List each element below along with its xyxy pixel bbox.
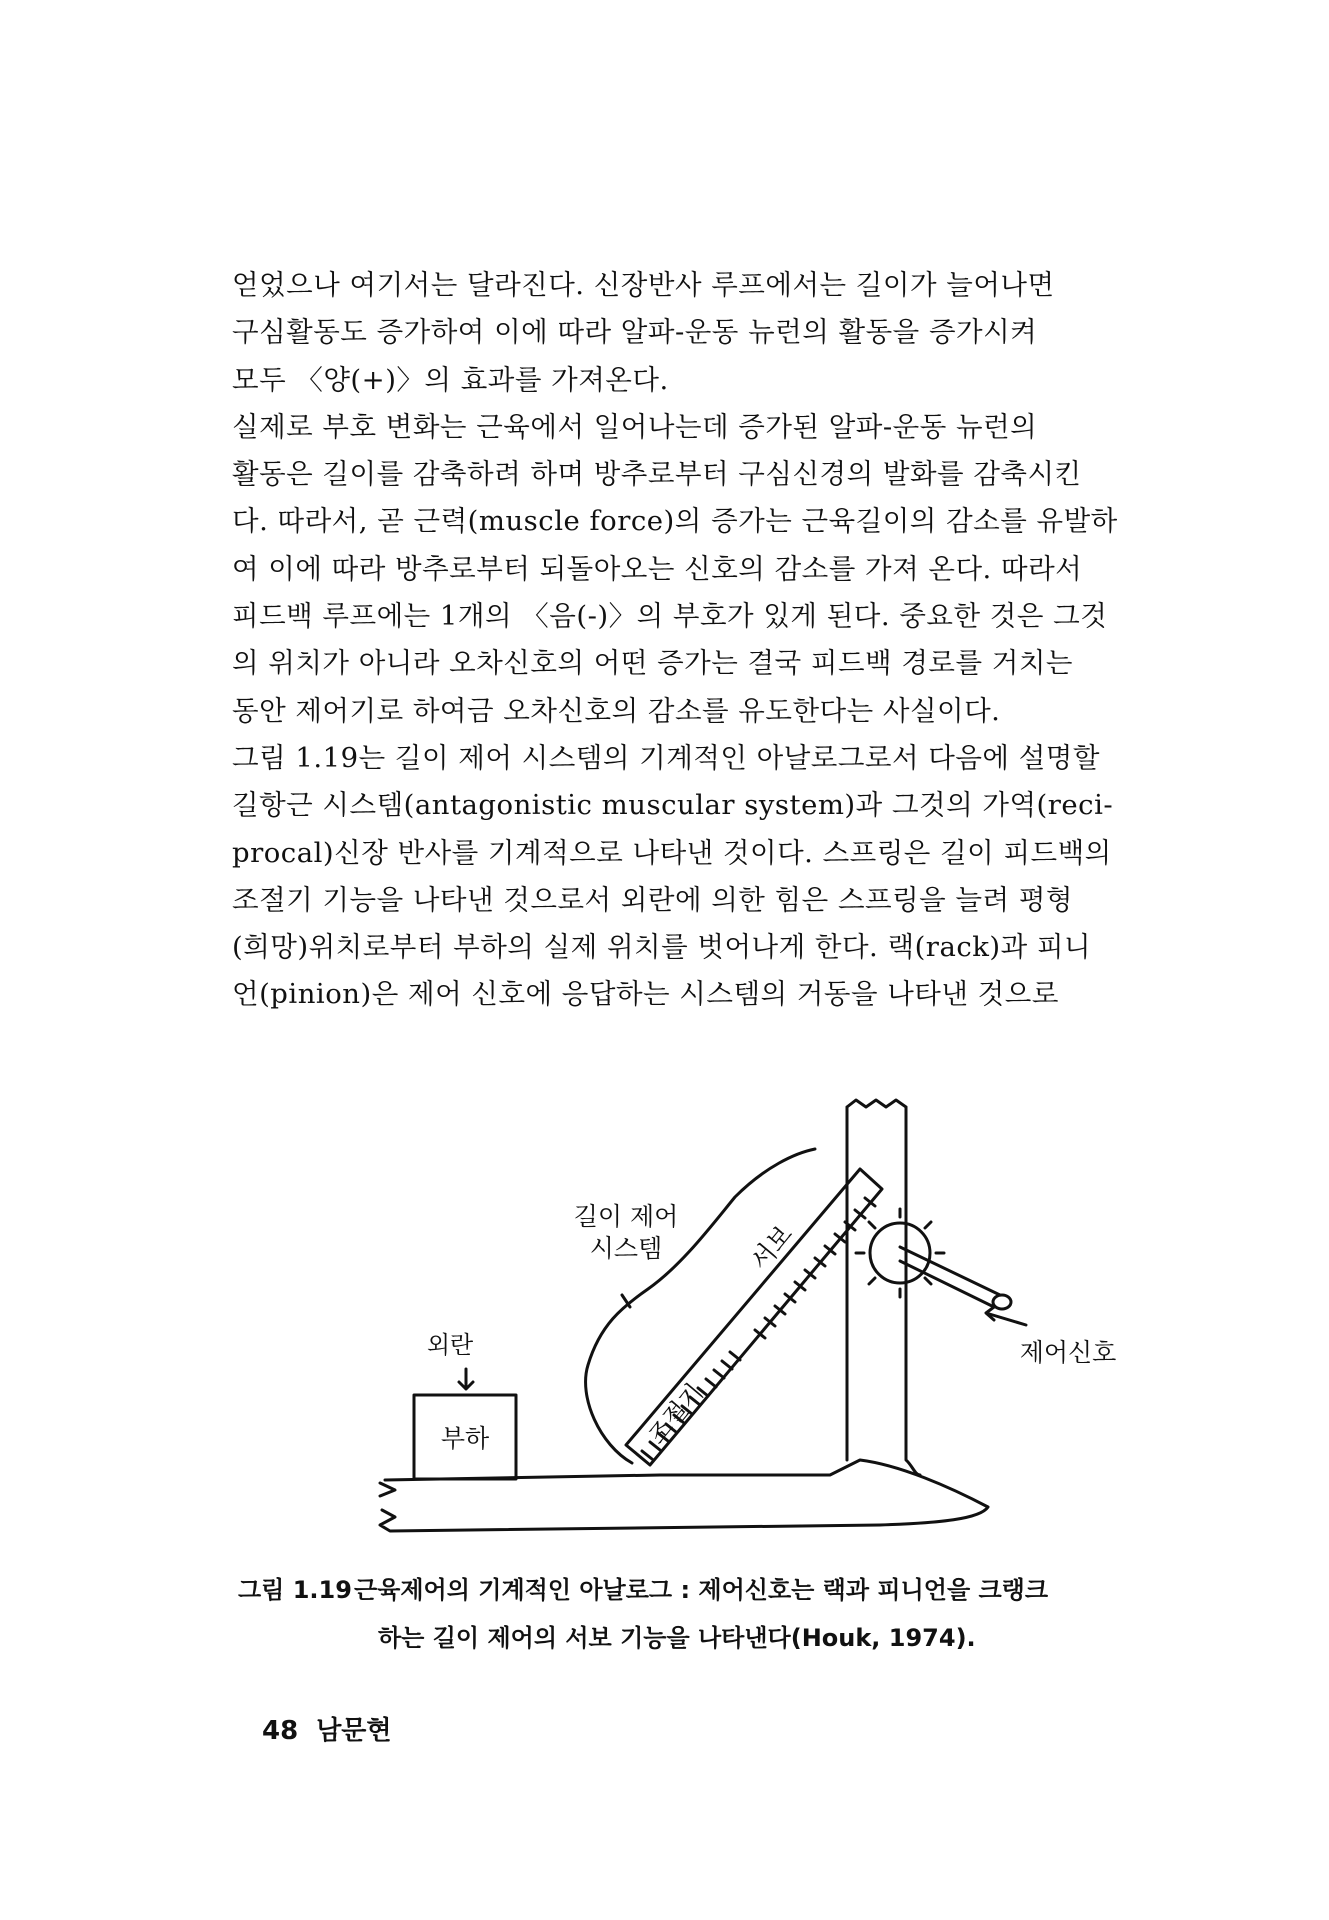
text-line: 실제로 부호 변화는 근육에서 일어나는데 증가된 알파-운동 뉴런의 <box>232 410 1038 443</box>
text-line: 활동은 길이를 감축하려 하며 방추로부터 구심신경의 발화를 감축시킨 <box>232 458 1082 491</box>
caption-line-2: 하는 길이 제어의 서보 기능을 나타낸다(Houk, 1974). <box>378 1624 976 1652</box>
text-line: 의 위치가 아니라 오차신호의 어떤 증가는 결국 피드백 경로를 거치는 <box>232 647 1073 680</box>
caption-line-1: 근육제어의 기계적인 아날로그 : 제어신호는 랙과 피니언을 크랭크 <box>354 1576 1049 1604</box>
vertical-column <box>847 1100 920 1475</box>
figure-caption <box>238 1566 1218 1662</box>
length-control-system-label-2: 시스템 <box>589 1234 663 1263</box>
text-line: 조절기 기능을 나타낸 것으로서 외란에 의한 힘은 스프링을 늘려 평형 <box>232 883 1073 916</box>
text-line: 언(pinion)은 제어 신호에 응답하는 시스템의 거동을 나타낸 것으로 <box>232 978 1059 1011</box>
text-line: 피드백 루프에는 1개의 〈음(-)〉의 부호가 있게 된다. 중요한 것은 그것 <box>232 600 1108 633</box>
crank-handle <box>993 1295 1011 1309</box>
spring-enclosure <box>586 1149 815 1463</box>
crank-arm <box>900 1247 1000 1307</box>
text-line: 그림 1.19는 길이 제어 시스템의 기계적인 아날로그로서 다음에 설명할 <box>232 741 1100 774</box>
regulator-label: 조절기 <box>642 1378 709 1450</box>
disturbance-arrow <box>459 1369 473 1389</box>
author-name: 남문현 <box>316 1716 392 1746</box>
text-line: procal)신장 반사를 기계적으로 나타낸 것이다. 스프링은 길이 피드백의 <box>232 836 1112 869</box>
text-line: 모두 〈양(+)〉의 효과를 가져온다. <box>232 363 669 396</box>
text-line: 다. 따라서, 곧 근력(muscle force)의 증가는 근육길이의 감소를 유발하 <box>232 505 1118 538</box>
length-control-system-label-1: 길이 제어 <box>573 1202 679 1231</box>
caption-number: 그림 1.19 <box>238 1576 352 1604</box>
figure-1-19 <box>360 1085 1117 1545</box>
text-line: (희망)위치로부터 부하의 실제 위치를 벗어나게 한다. 랙(rack)과 피니 <box>232 931 1092 964</box>
disturbance-label: 외란 <box>426 1331 474 1359</box>
body-text <box>232 262 1204 1019</box>
text-line: 여 이에 따라 방추로부터 되돌아오는 신호의 감소를 가져 온다. 따라서 <box>232 552 1083 585</box>
text-line: 길항근 시스템(antagonistic muscular system)과 그것의 가역(reci- <box>232 789 1114 822</box>
page-number: 48 <box>262 1716 299 1746</box>
page-footer <box>262 1710 392 1747</box>
limb-base <box>380 1460 988 1531</box>
load-label: 부하 <box>440 1424 490 1453</box>
pinion-gear <box>870 1223 930 1283</box>
text-line: 구심활동도 증가하여 이에 따라 알파-운동 뉴런의 활동을 증가시켜 <box>232 316 1038 349</box>
text-line: 얻었으나 여기서는 달라진다. 신장반사 루프에서는 길이가 늘어나면 <box>232 269 1055 301</box>
control-signal-label: 제어신호 <box>1019 1338 1117 1367</box>
servo-label: 서보 <box>744 1219 799 1276</box>
mechanical-analog-diagram <box>360 1085 1117 1545</box>
text-line: 동안 제어기로 하여금 오차신호의 감소를 유도한다는 사실이다. <box>232 694 1001 727</box>
